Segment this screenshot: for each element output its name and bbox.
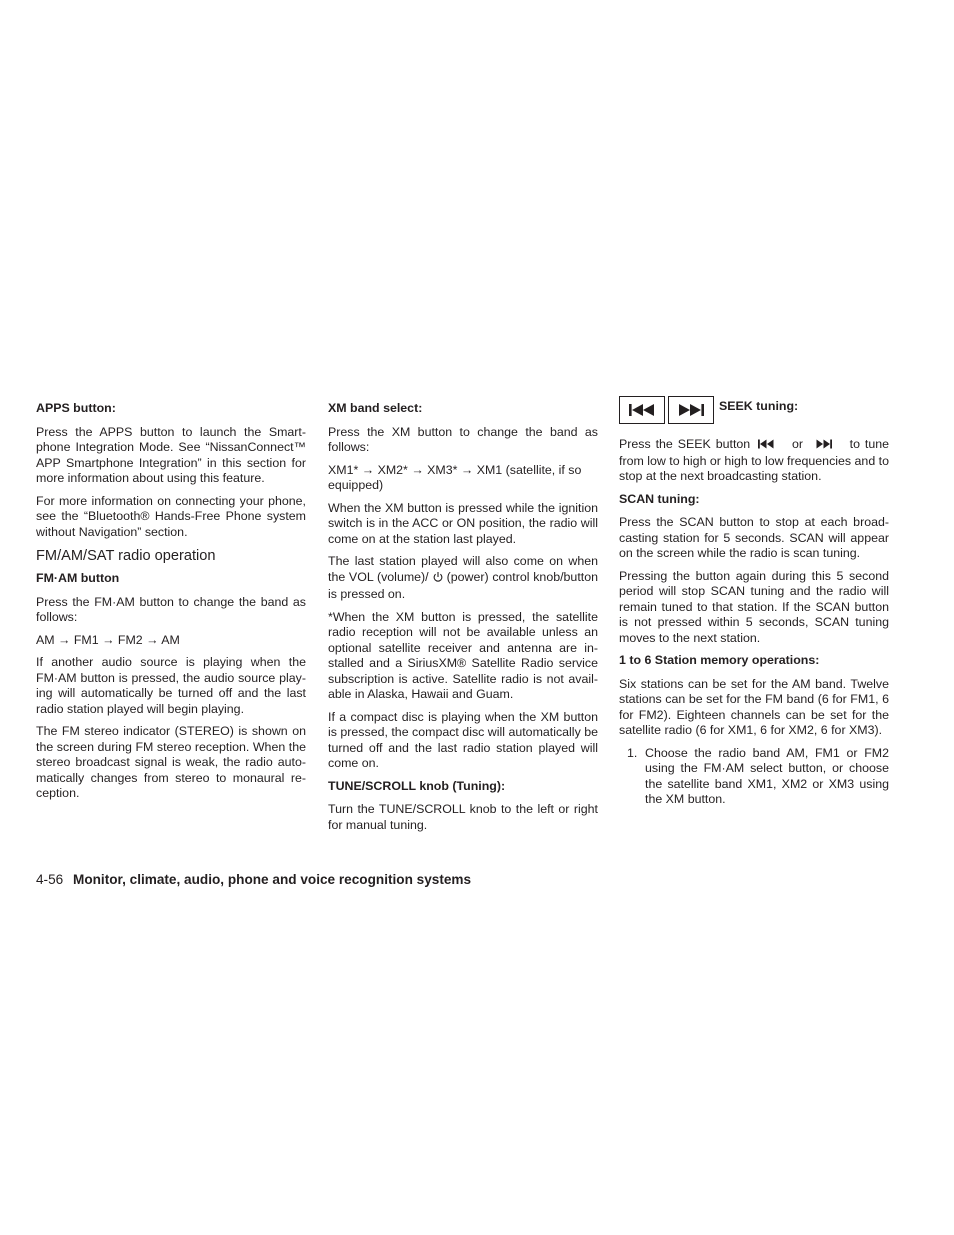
scan-paragraph-1: Press the SCAN button to stop at each broad-casting station for 5 seconds. SCAN will appear on the screen while the radio is scan tuning. — [619, 515, 889, 560]
seek-forward-icon — [676, 403, 706, 417]
xm-heading: XM band select: — [328, 401, 423, 415]
xm-paragraph-3-b: (power) control knob/button is pressed on. — [328, 569, 598, 601]
list-item-text: Choose the radio band AM, FM1 or FM2 using the FM·AM select button, or choose the satellite band XM1, XM2 or XM3 using the XM button. — [645, 745, 889, 806]
seek-back-icon — [627, 403, 657, 417]
seek-paragraph-1 — [619, 437, 889, 485]
seek-forward-icon — [815, 438, 833, 454]
radio-operation-heading: FM/AM/SAT radio operation — [36, 548, 216, 564]
xm-paragraph-4: *When the XM button is pressed, the satellite radio reception will not be available unless an optional satellite receiver and antenna are in-stalled and a SiriusXM® Satellite Radio service subscription is active. Satellite radio is not avail-able in Alaska, Hawaii and Guam. — [328, 609, 598, 701]
fmam-sequence: AM → FM1 → FM2 → AM — [36, 632, 180, 647]
seek-paragraph-1-or: or — [791, 437, 803, 451]
xm-paragraph-3-a: The last station played will also come on when the VOL (volume)/ — [328, 554, 598, 584]
section-title: Monitor, climate, audio, phone and voice recognition systems — [73, 872, 472, 887]
column-right — [619, 401, 889, 815]
seek-back-icon — [757, 438, 775, 454]
xm-paragraph-3 — [328, 554, 598, 603]
column-middle — [328, 401, 598, 840]
apps-paragraph-2: For more information on connecting your phone, see the “Bluetooth® Hands-Free Phone system without Navigation” section. — [36, 493, 306, 539]
seek-paragraph-1-a: Press the SEEK button — [619, 437, 751, 451]
fmam-paragraph-1: Press the FM·AM button to change the band as follows: — [36, 594, 306, 624]
scan-heading: SCAN tuning: — [619, 491, 700, 506]
scan-paragraph-2: Pressing the button again during this 5 second period will stop SCAN tuning and the radio will remain tuned to that station. If the SCAN button is not pressed within 5 seconds, SCAN tuning moves to the next station. — [619, 568, 889, 645]
seek-heading: SEEK tuning: — [719, 399, 799, 413]
fmam-heading: FM·AM button — [36, 571, 120, 585]
apps-paragraph-1: Press the APPS button to launch the Smart-phone Integration Mode. See “NissanConnect™ APP Smartphone Integration” in this section for more information about using this feature. — [36, 424, 306, 485]
seek-header — [619, 396, 889, 432]
apps-heading: APPS button: — [36, 401, 116, 415]
seek-paragraph-1-b: to tune from low to high or high to low frequencies and to stop at the next broadcasting station. — [619, 437, 890, 483]
column-left — [36, 401, 306, 809]
xm-paragraph-1: Press the XM button to change the band as follows: — [328, 424, 598, 454]
memory-paragraph-1: Six stations can be set for the AM band. Twelve stations can be set for the FM band (6 for FM1, 6 for FM2). Eighteen channels can be set for the satellite radio (6 for XM1, 6 for XM2, 6 for XM3). — [619, 676, 889, 737]
fmam-paragraph-3: The FM stereo indicator (STEREO) is shown on the screen during FM stereo reception. When the stereo broadcast signal is weak, the radio auto-matically changes from stereo to monaural re-ception. — [36, 724, 306, 800]
fmam-paragraph-2: If another audio source is playing when the FM·AM button is pressed, the audio source play-ing will automatically be turned off and the last radio station played will begin playing. — [36, 655, 306, 716]
tune-paragraph-1: Turn the TUNE/SCROLL knob to the left or right for manual tuning. — [328, 802, 598, 832]
page-footer — [36, 871, 471, 888]
power-icon — [432, 571, 444, 588]
seek-forward-button-illustration — [668, 396, 714, 424]
memory-heading: 1 to 6 Station memory operations: — [619, 653, 820, 667]
seek-back-button-illustration — [619, 396, 665, 424]
xm-paragraph-5: If a compact disc is playing when the XM button is pressed, the compact disc will automatically be turned off and the last radio station played will come on. — [328, 709, 598, 770]
page-number: 4-56 — [36, 872, 64, 887]
tune-heading: TUNE/SCROLL knob (Tuning): — [328, 778, 506, 793]
xm-sequence: XM1* → XM2* → XM3* → XM1 (satellite, if so equipped) — [328, 462, 582, 492]
xm-paragraph-2: When the XM button is pressed while the ignition switch is in the ACC or ON position, the radio will come on at the station last played. — [328, 500, 598, 546]
list-item — [619, 746, 889, 808]
list-item-number: 1. — [627, 745, 638, 760]
